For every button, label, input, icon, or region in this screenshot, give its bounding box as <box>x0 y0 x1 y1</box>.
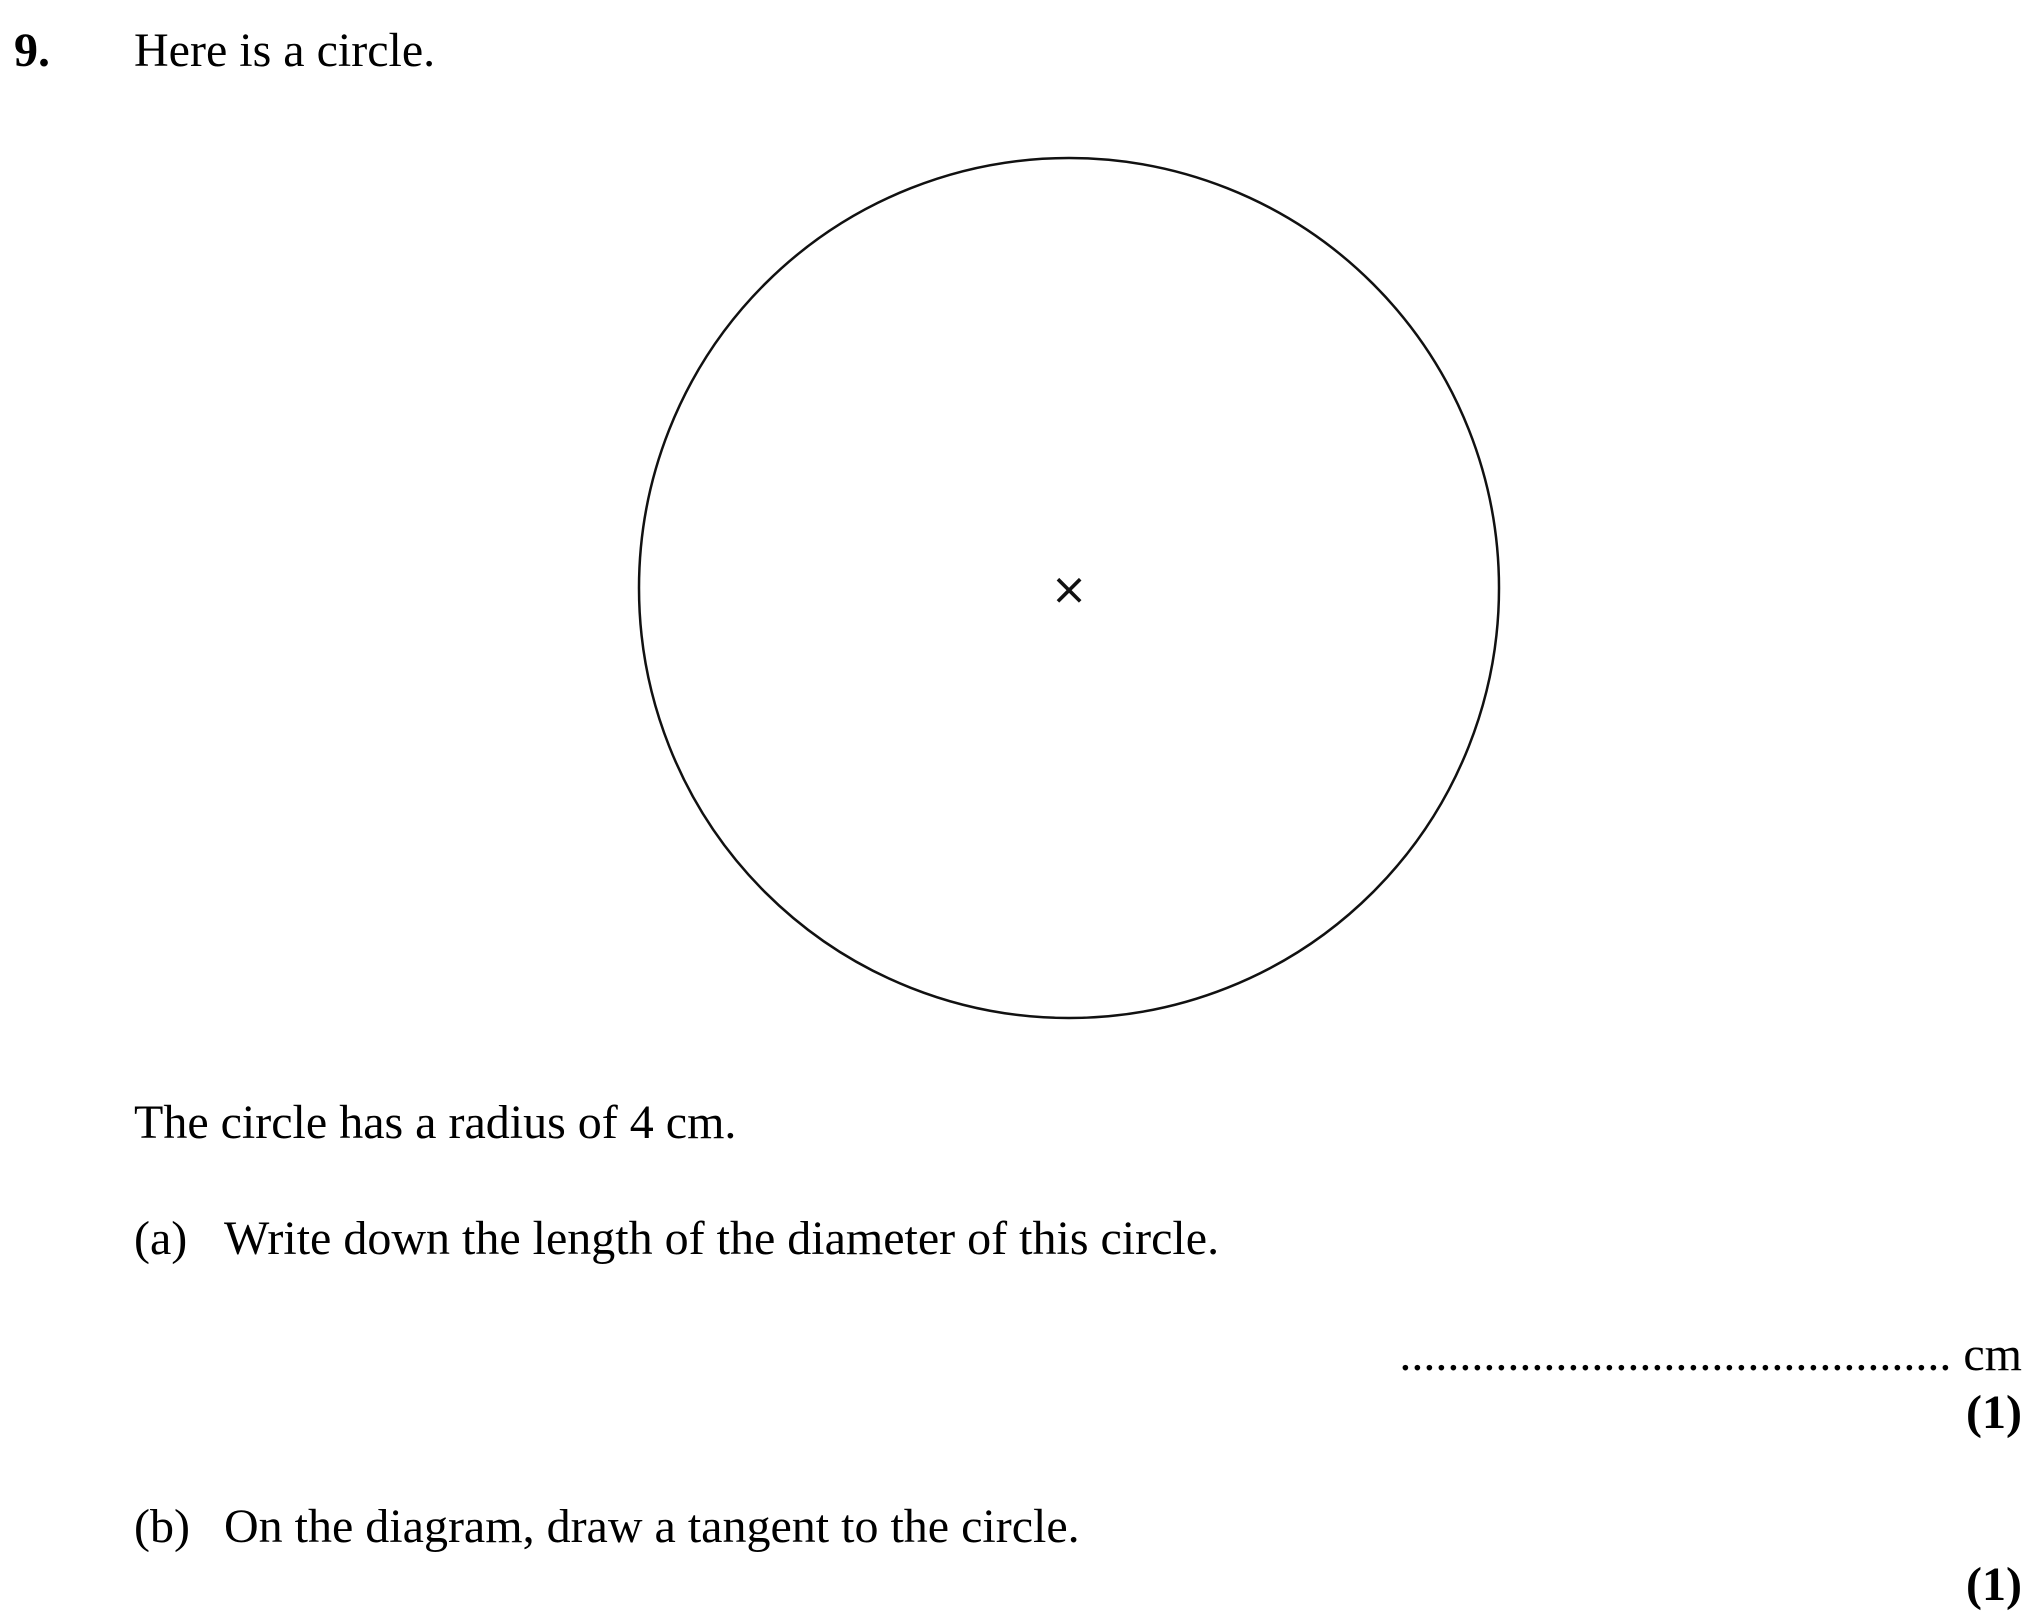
part-b-label: (b) <box>134 1500 190 1553</box>
center-marker: × <box>1050 564 1088 615</box>
answer-dots: .............................................. <box>1399 1328 1952 1381</box>
part-a-answer-line[interactable] <box>1399 1326 2022 1384</box>
part-a-text: Write down the length of the diameter of this circle. <box>224 1212 1220 1265</box>
part-b-marks: (1) <box>1966 1558 2022 1611</box>
question-number: 9. <box>14 24 50 77</box>
part-a-marks: (1) <box>1966 1386 2022 1439</box>
question-intro: Here is a circle. <box>134 24 436 77</box>
part-b-text: On the diagram, draw a tangent to the circle. <box>224 1500 1080 1553</box>
radius-statement: The circle has a radius of 4 cm. <box>134 1096 737 1149</box>
answer-unit: cm <box>1963 1328 2022 1381</box>
part-a-label: (a) <box>134 1212 188 1265</box>
